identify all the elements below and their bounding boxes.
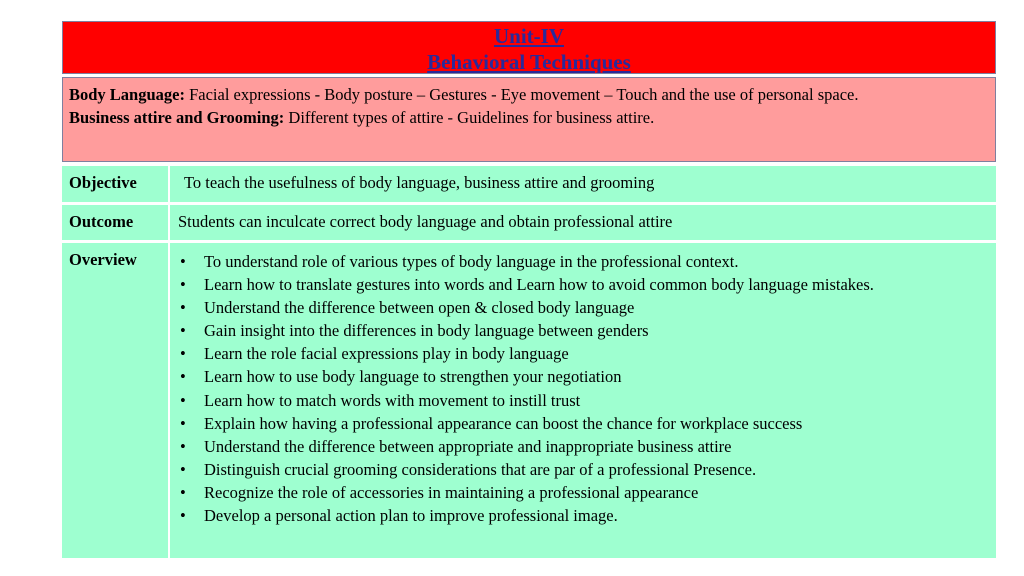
attire-text: Different types of attire - Guidelines for business attire. [288,108,655,127]
list-item: • Distinguish crucial grooming considerations that are par of a professional Presence. [178,458,990,481]
list-item: • Explain how having a professional appearance can boost the chance for workplace success [178,412,990,435]
bullet-icon: • [180,413,186,433]
bullet-icon: • [180,344,186,364]
list-item: • Understand the difference between appropriate and inappropriate business attire [178,435,990,458]
unit-heading: Unit-IV [493,24,564,48]
bullet-icon: • [180,390,186,410]
bullet-icon: • [180,436,186,456]
bullet-icon: • [180,275,186,295]
list-item: • Develop a personal action plan to improve professional image. [178,504,990,527]
list-item: • Gain insight into the differences in body language between genders [178,319,990,342]
objective-label: Objective [62,166,170,202]
list-item: • Learn how to use body language to strengthen your negotiation [178,365,990,388]
page-title: Behavioral Techniques [427,50,631,74]
list-item: • Learn how to translate gestures into words and Learn how to avoid common body language mistakes. [178,273,990,296]
attire-line [69,106,989,129]
outcome-row [62,205,996,240]
bullet-icon: • [180,506,186,526]
overview-content [172,243,996,558]
bullet-icon: • [180,367,186,387]
bullet-icon: • [180,482,186,502]
bullet-icon: • [180,298,186,318]
list-item: • Recognize the role of accessories in maintaining a professional appearance [178,481,990,504]
overview-list [178,250,990,527]
list-item: • Learn how to match words with movement to instill trust [178,389,990,412]
topics-summary [62,77,996,162]
list-item: • To understand role of various types of body language in the professional context. [178,250,990,273]
overview-label: Overview [62,243,170,558]
overview-row [62,243,996,558]
body-language-line [69,83,989,106]
objective-text: To teach the usefulness of body language, business attire and grooming [184,173,655,192]
body-language-label: Body Language: [69,85,185,104]
list-item: • Learn the role facial expressions play in body language [178,342,990,365]
attire-label: Business attire and Grooming: [69,108,285,127]
bullet-icon: • [180,321,186,341]
outcome-text: Students can inculcate correct body language and obtain professional attire [178,212,673,231]
bullet-icon: • [180,252,186,271]
objective-row [62,166,996,202]
list-item: • Understand the difference between open & closed body language [178,296,990,319]
bullet-icon: • [180,459,186,479]
title-banner [62,21,996,74]
body-language-text: Facial expressions - Body posture – Gestures - Eye movement – Touch and the use of personal space. [189,85,859,104]
outcome-label: Outcome [62,205,170,240]
